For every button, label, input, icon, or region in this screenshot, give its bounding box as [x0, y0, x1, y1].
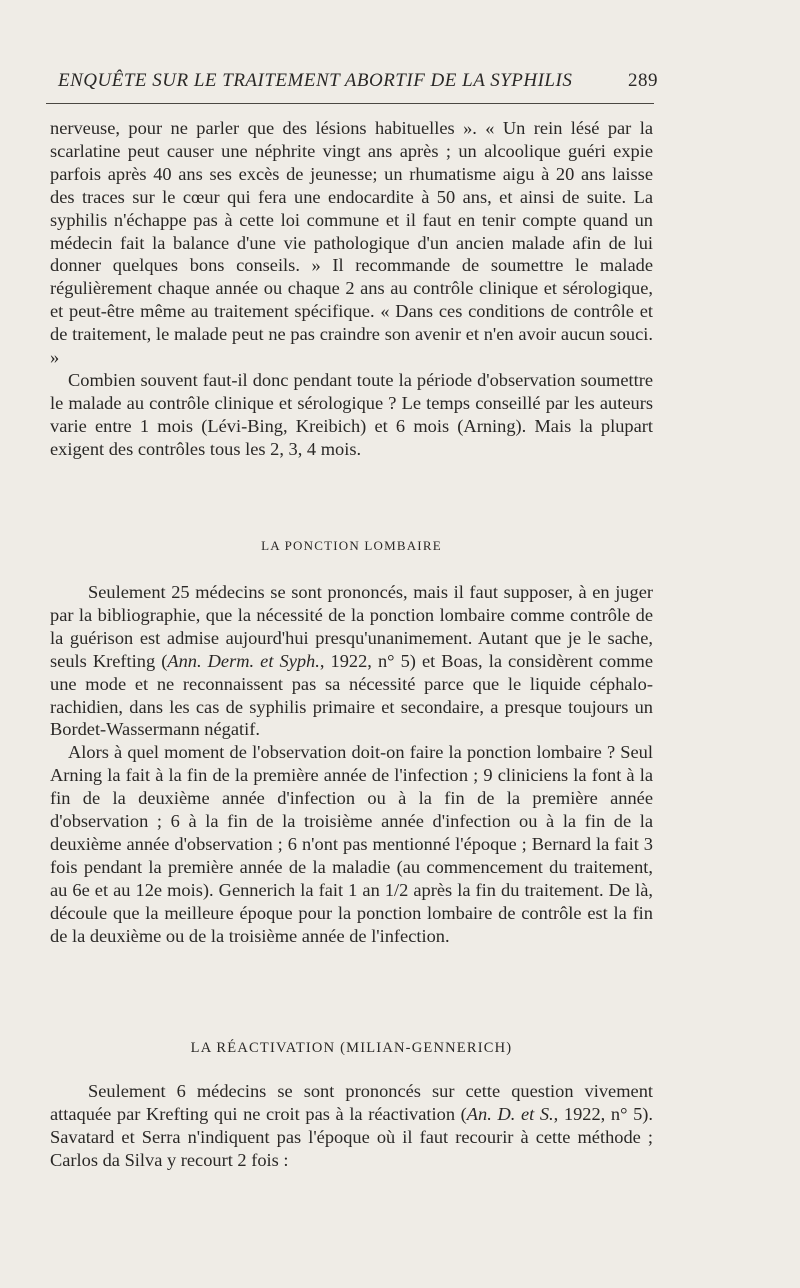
header-rule [46, 103, 654, 104]
paragraph: Combien souvent faut-il donc pendant toute la période d'observation soumettre le malade au contrôle clinique et sérologique ? Le temps conseillé par les auteurs varie entre 1 mois (Lévi-Bing, Kreibich) et 6 mois (Arning). Mais la plupart exigent des contrôles tous les 2, 3, 4 mois. [50, 369, 653, 459]
text-run: Seulement 25 médecins se sont prononcés, mais il faut supposer, à en juger par la bibliographie, que la nécessité de la ponction lombaire comme contrôle de la guérison est admise aujourd'hui presqu'unanimement. Autant que je le sache, seuls Krefting ( [50, 582, 653, 671]
citation: Ann. Derm. et Syph. [167, 650, 320, 671]
paragraph: nerveuse, pour ne parler que des lésions habituelles ». « Un rein lésé par la scarlatine peut causer une néphrite vingt ans après ; un alcoolique guéri expie parfois après 40 ans ses excès de jeunesse; un rhumatisme aigu à 20 ans laisse des traces sur le cœur qui fera une endocardite à 50 ans, et ainsi de suite. La syphilis n'échappe pas à cette loi commune et il faut en tenir compte quand un médecin fait la balance d'une vie pathologique d'un ancien malade afin de lui donner quelques bons conseils. » Il recommande de soumettre le malade régulièrement chaque année ou chaque 2 ans au contrôle clinique et sérologique, et peut-être même au traitement spécifique. « Dans ces conditions de contrôle et de traitement, le malade peut ne pas craindre son avenir et n'en avoir aucun souci. » [50, 118, 653, 368]
section-heading: LA RÉACTIVATION (MILIAN-GENNERICH) [190, 1040, 513, 1056]
text-run: , 1922, n° 5) et Boas, la considèrent comme une mode et ne reconnaissent pas sa nécessité parce que le liquide céphalo-rachidien, dans les cas de syphilis primaire et secondaire, a presque toujours un Bordet-Wassermann négatif. [50, 650, 654, 740]
section-ponction-text [50, 581, 653, 948]
text-run: Seulement 6 médecins se sont prononcés sur cette question vivement attaquée par Krefting qui ne croit pas à la réactivation ( [50, 1081, 653, 1124]
paragraph [50, 581, 653, 741]
running-title: ENQUÊTE SUR LE TRAITEMENT ABORTIF DE LA SYPHILIS [58, 70, 573, 91]
section-heading: LA PONCTION LOMBAIRE [261, 538, 442, 553]
page-number: 289 [628, 70, 658, 91]
paragraph: Alors à quel moment de l'observation doit-on faire la ponction lombaire ? Seul Arning la fait à la fin de la première année de l'infection ; 9 cliniciens la font à la fin de la deuxième année d'infection ou à la fin de la première année d'observation ; 6 à la fin de la troisième année d'infection ou à la fin de la deuxième année d'observation ; 6 n'ont pas mentionné l'époque ; Bernard la fait 3 fois pendant la première année de la maladie (au commencement du traitement, au 6e et au 12e mois). Gennerich la fait 1 an 1/2 après la fin du traitement. De là, découle que la meilleure époque pour la ponction lombaire de contrôle est la fin de la deuxième ou de la troisième année de l'infection. [50, 742, 653, 946]
section-intro-text [50, 117, 653, 461]
text-run: , 1922, n° 5). Savatard et Serra n'indiquent pas l'époque où il faut recourir à cette méthode ; Carlos da Silva y recourt 2 fois : [50, 1103, 654, 1170]
citation: An. D. et S. [466, 1103, 554, 1124]
running-header [58, 70, 658, 100]
paragraph [50, 1080, 653, 1172]
section-reactivation-text [50, 1080, 653, 1172]
